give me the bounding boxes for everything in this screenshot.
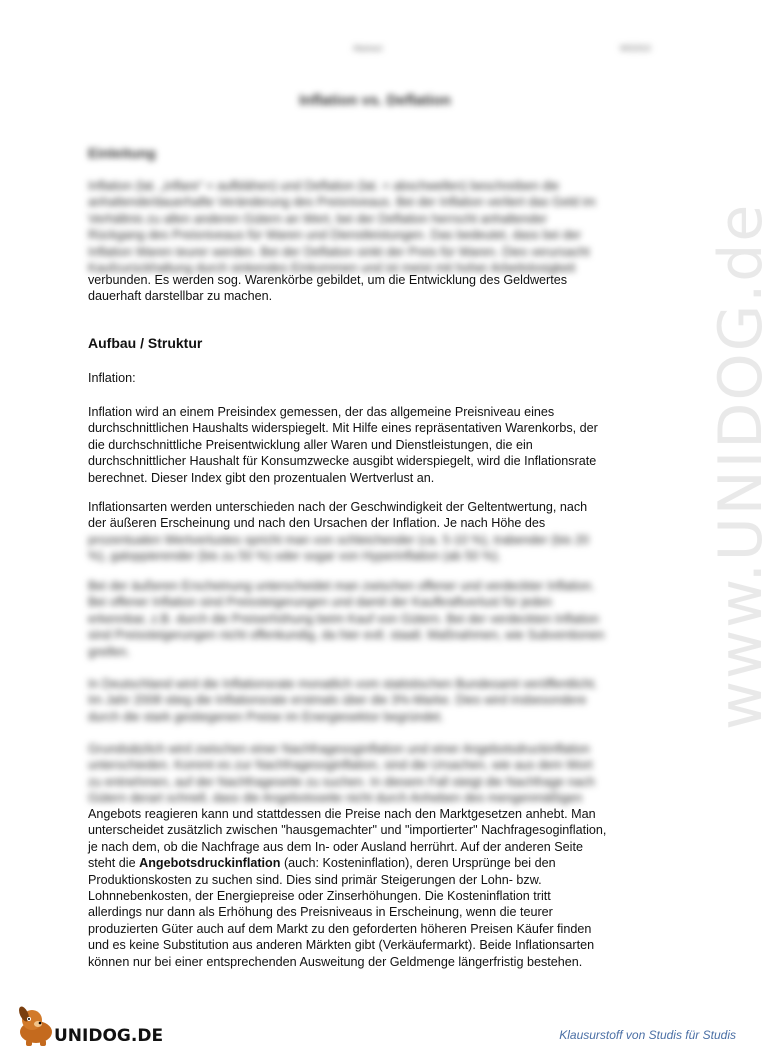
- unidog-logo: [8, 1000, 164, 1050]
- text-line: der äußeren Erscheinung und nach den Ursachen der Inflation. Je nach Höhe des: [88, 516, 546, 531]
- text-line: durchschnittlichen Haushalts widerspiegelt. Mit Hilfe eines repräsentativen Warenkorbs, der: [88, 421, 598, 436]
- text-line: Gütern derart schnell, dass die Angebotsseite nicht durch Anheben des mengenmäßigen: [88, 791, 583, 806]
- text-line: anhaltende/dauerhafte Veränderung des Preisniveaus. Bei der Inflation verliert das Geld im: [88, 195, 596, 210]
- text-line: prozentualen Wertverlustes spricht man von schleichender (ca. 5-10 %), trabender (bis 20: [88, 533, 589, 547]
- header-left: Abstract: [353, 44, 383, 53]
- inflation-label: Inflation:: [88, 371, 136, 385]
- text-line: %), galoppierender (bis zu 50 %) oder sogar von Hyperinflation (ab 50 %).: [88, 549, 502, 564]
- text-line: produzierten Güter auch auf dem Markt zu den geforderten höheren Preisen Käufer finden: [88, 921, 592, 936]
- intro-blurred: [88, 178, 660, 276]
- text-lead: steht die: [88, 856, 140, 871]
- text-line: Verhältnis zu allen anderen Gütern an Wert, bei der Deflation herrscht anhaltender: [88, 211, 548, 226]
- text-line: durch die stark gestiegenen Preise im Energiesektor begründet.: [88, 709, 444, 724]
- text-line: greifen.: [88, 644, 131, 659]
- watermark: [676, 202, 776, 730]
- text-line: verbunden. Es werden sog. Warenkörbe gebildet, um die Entwicklung des Geldwertes: [88, 273, 568, 287]
- text-line: In Deutschland wird die Inflationsrate monatlich vom statistischen Bundesamt veröffentlicht.: [88, 677, 598, 691]
- text-line: und es keine Substitution aus anderen Märkten gibt (Verkäufermarkt). Beide Inflationsarten: [88, 938, 595, 953]
- text-tail: (auch: Kosteninflation), deren Ursprünge bei den: [280, 856, 556, 871]
- paragraph-inflationsarten-blurred: [88, 532, 660, 565]
- text-line: Inflation wird an einem Preisindex gemessen, der das allgemeine Preisniveau eines: [88, 405, 555, 419]
- footer-slogan: Klausurstoff von Studis für Studis: [559, 1028, 736, 1042]
- text-line: erkennbar, z.B. durch die Preiserhöhung beim Kauf von Gütern. Bei der verdeckten Inflation: [88, 611, 600, 626]
- text-line: berechnet. Dieser Index gibt den prozentualen Wertverlust an.: [88, 470, 435, 485]
- text-line: Bei der äußeren Erscheinung unterscheidet man zwischen offener und verdeckter Inflation.: [88, 579, 595, 593]
- structure-heading: Aufbau / Struktur: [88, 335, 203, 351]
- text-line: Rückgang des Preisniveaus für Waren und Dienstleistungen. Das bedeutet, dass bei der: [88, 228, 582, 243]
- text-line: Lohnnebenkosten, der Energiepreise oder Zinserhöhungen. Die Kosteninflation tritt: [88, 889, 551, 904]
- text-line: Grundsätzlich wird zwischen einer Nachfragesoginflation und einer Angebotsdruckinflation: [88, 742, 590, 756]
- paragraph-nachfrage-blurred: [88, 741, 660, 807]
- text-line: je nach dem, ob die Nachfrage aus dem In- oder Ausland herrührt. Auf der anderen Seite: [88, 839, 583, 854]
- paragraph-erscheinung: [88, 578, 660, 660]
- text-line: Im Jahr 2008 stieg die Inflationsrate erstmals über die 3%-Marke. Dies wird insbesondere: [88, 693, 587, 708]
- paragraph-nachfrage-visible: [88, 806, 660, 970]
- text-line: unterschieden. Kommt es zur Nachfragesoginflation, sind die Ursachen, wie aus dem Wort: [88, 758, 593, 773]
- text-line: Kaufzurückhaltung durch sinkendes Einkommen und ist meist mit hoher Arbeitslosigkeit: [88, 261, 576, 276]
- text-line: unterscheidet zusätzlich zwischen "hausgemachter" und "importierter" Nachfragesoginflation,: [88, 823, 607, 838]
- watermark-text: www.UNIDOG.de: [706, 202, 776, 730]
- text-line: Angebots reagieren kann und stattdessen die Preise nach den Marktgesetzen anhebt. Man: [88, 807, 596, 821]
- text-line: zu entnehmen, auf der Nachfrageseite zu suchen. In diesem Fall steigt die Nachfrage nach: [88, 774, 595, 789]
- text-line: dauerhaft darstellbar zu machen.: [88, 289, 273, 304]
- text-line: Bei offener Inflation sind Preissteigerungen und damit der Kaufkraftverlust für jeden: [88, 595, 552, 610]
- text-line: die durchschnittliche Preisentwicklung aller Waren und Dienstleistungen, die ein: [88, 437, 533, 452]
- text-line: Produktionskosten zu suchen sind. Dies sind primär Steigerungen der Lohn- bzw.: [88, 872, 542, 887]
- paragraph-inflationsarten: [88, 499, 660, 532]
- text-line: Inflation Waren teurer werden. Bei der Deflation sinkt der Preis für Waren. Dies verursacht: [88, 244, 590, 259]
- paragraph-deutschland: [88, 676, 660, 725]
- paragraph-preisindex: [88, 404, 660, 486]
- text-line: Inflationsarten werden unterschieden nach der Geschwindigkeit der Geltentwertung, nach: [88, 500, 588, 514]
- bold-term: Angebotsdruckinflation: [139, 856, 281, 871]
- intro-heading: Einleitung: [88, 145, 156, 161]
- text-line: allerdings nur dann als Erhöhung des Preisniveaus in Erscheinung, wenn die teurer: [88, 905, 553, 920]
- text-line: durchschnittlicher Haushalt für Konsumzwecke ausgibt widerspiegelt, wird die Inflationsrate: [88, 454, 597, 469]
- header-right: WS2010: [620, 44, 651, 53]
- logo-text: UNIDOG.DE: [54, 1026, 164, 1046]
- intro-visible: [88, 272, 660, 305]
- dog-icon: [8, 1000, 164, 1050]
- text-line: sind Preissteigerungen nicht offenkundig, da hier evtl. staatl. Maßnahmen, wie Subventionen: [88, 628, 605, 643]
- text-line-bold: [88, 855, 660, 871]
- page-title: Inflation vs. Deflation: [299, 92, 451, 109]
- text-line: Inflation (lat. „inflare“ = aufblähen) und Deflation (lat. = abschwellen) beschreiben die: [88, 179, 560, 193]
- text-line: können nur bei einer entsprechenden Ausweitung der Geldmenge längerfristig bestehen.: [88, 954, 583, 969]
